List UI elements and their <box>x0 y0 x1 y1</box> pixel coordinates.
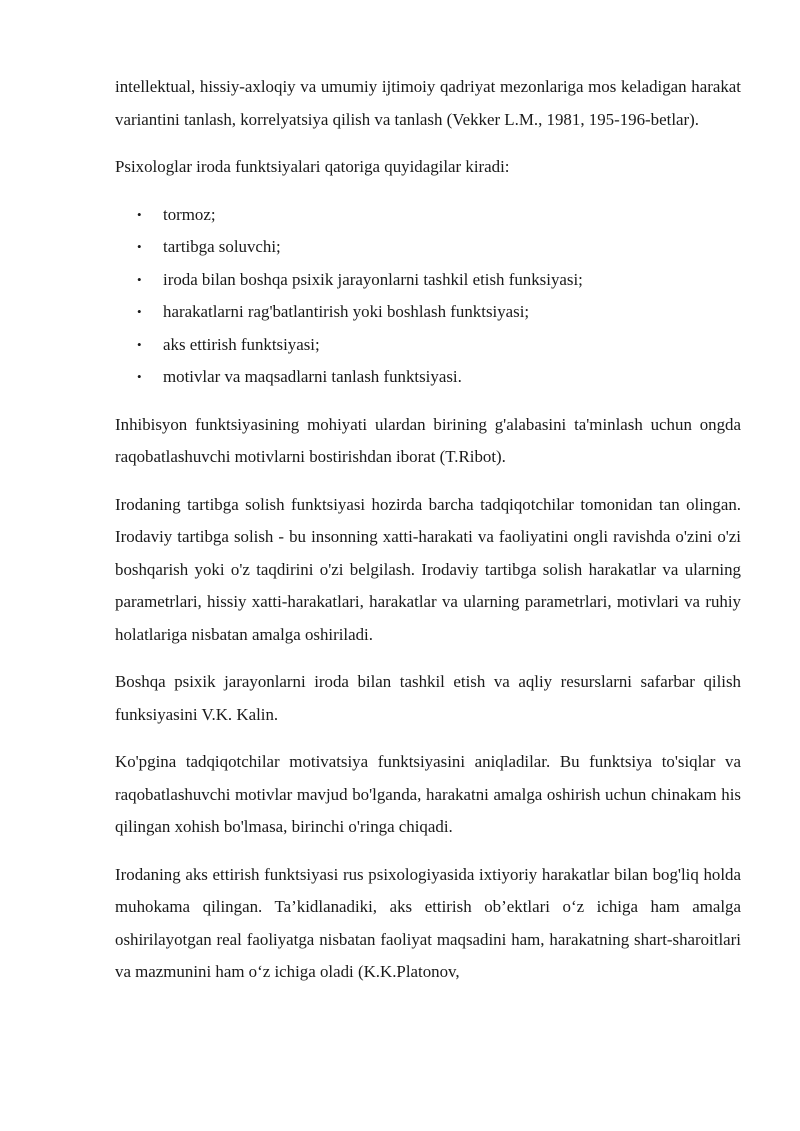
list-item-text: iroda bilan boshqa psixik jarayonlarni tashkil etish funksiyasi; <box>163 269 583 289</box>
paragraph-intro: Psixologlar iroda funktsiyalari qatoriga quyidagilar kiradi: <box>115 157 510 176</box>
bullet-icon: • <box>137 336 142 352</box>
paragraph-motivation: Ko'pgina tadqiqotchilar motivatsiya funktsiyasini aniqladilar. Bu funktsiya to'siqlar va raqobatlashuvchi motivlar mavjud bo'lganda, harakatni amalga oshirish uchun chinakam his qilingan xohish bo'lmasa, birinchi o'ringa chiqadi. <box>115 752 741 836</box>
bullet-icon: • <box>137 369 142 384</box>
list-item <box>115 231 741 264</box>
paragraph-inhibition: Inhibisyon funktsiyasining mohiyati ulardan birining g'alabasini ta'minlash uchun ongda raqobatlashuvchi motivlarni bostirishdan iborat (T.Ribot). <box>115 414 741 466</box>
list-item <box>115 329 741 362</box>
list-item-text: aks ettirish funktsiyasi; <box>163 334 320 354</box>
bullet-icon: • <box>137 239 142 254</box>
document-page <box>115 71 741 1004</box>
bullet-icon: • <box>137 304 142 319</box>
list-item <box>115 296 741 329</box>
paragraph-regulation: Irodaning tartibga solish funktsiyasi hozirda barcha tadqiqotchilar tomonidan tan olingan. Irodaviy tartibga solish - bu insonning xatti-harakati va faoliyatini ongli ravishda o'zini o'zi boshqarish yoki o'z taqdirini o'zi belgilash. Irodaviy tartibga solish harakatlar va ularning parametrlari, hissiy xatti-harakatlari, harakatlar va ularning parametrlari, motivlari va ruhiy holatlariga nisbatan amalga oshiriladi. <box>115 494 741 644</box>
paragraph-reflection: Irodaning aks ettirish funktsiyasi rus psixologiyasida ixtiyoriy harakatlar bilan bog'liq holda muhokama qilingan. Ta’kidlanadiki, aks ettirish ob’ektlari o‘z ichiga ham amalga oshirilayotgan real faoliyatga nisbatan faoliyat maqsadini ham, harakatning shart-sharoitlari va mazmunini ham o‘z ichiga oladi (K.K.Platonov, <box>115 864 741 981</box>
bullet-icon: • <box>137 271 142 287</box>
list-item <box>115 264 741 297</box>
list-item <box>115 361 741 394</box>
list-item-text: tormoz; <box>163 204 216 224</box>
list-item-text: motivlar va maqsadlarni tanlash funktsiyasi. <box>163 367 462 386</box>
list-item <box>115 199 741 232</box>
paragraph-organization: Boshqa psixik jarayonlarni iroda bilan tashkil etish va aqliy resurslarni safarbar qilish funksiyasini V.K. Kalin. <box>115 672 741 724</box>
function-list <box>115 199 741 394</box>
bullet-icon: • <box>137 206 142 222</box>
list-item-text: harakatlarni rag'batlantirish yoki boshlash funktsiyasi; <box>163 302 530 321</box>
paragraph-continuation: intellektual, hissiy-axloqiy va umumiy ijtimoiy qadriyat mezonlariga mos keladigan harakat variantini tanlash, korrelyatsiya qilish va tanlash (Vekker L.M., 1981, 195-196-betlar). <box>115 77 741 129</box>
list-item-text: tartibga soluvchi; <box>163 237 281 256</box>
